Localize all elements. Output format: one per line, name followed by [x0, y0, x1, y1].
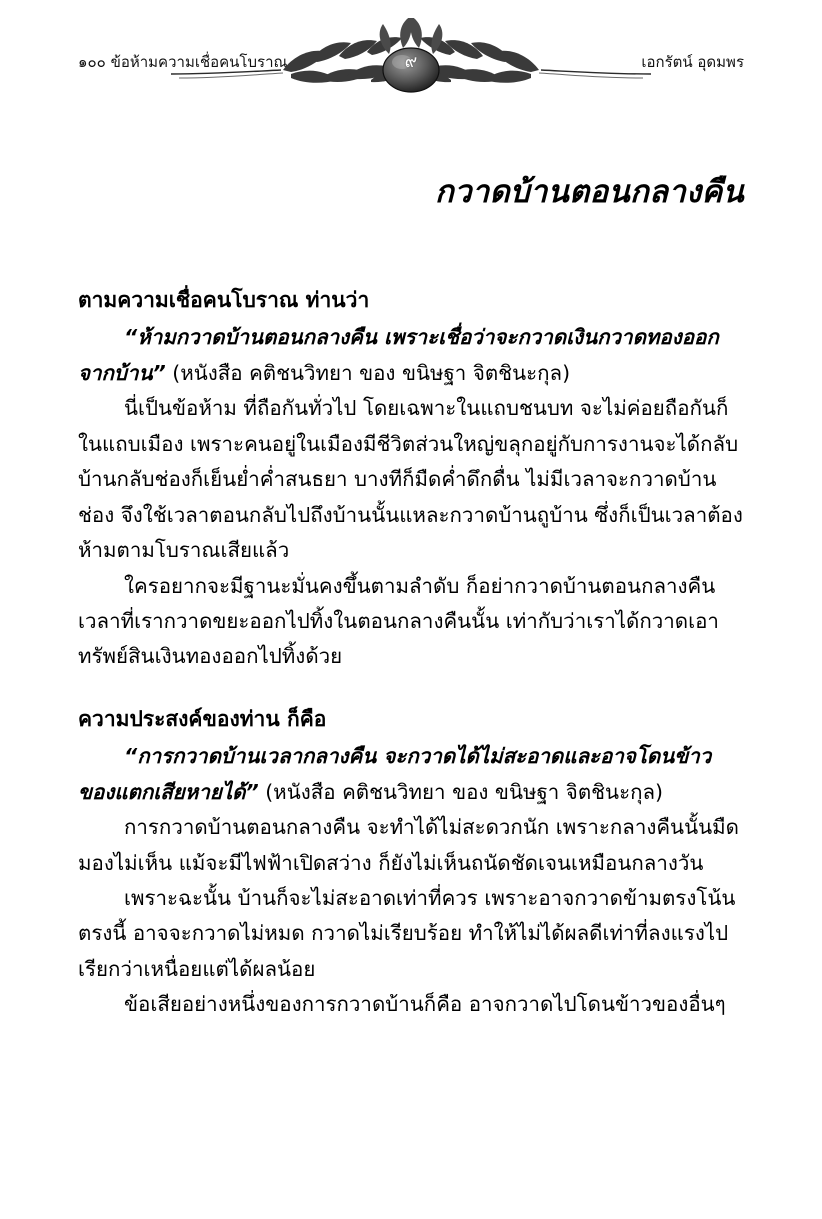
section-divider: [78, 675, 744, 701]
paragraph-1-1: นี่เป็นข้อห้าม ที่ถือกันทั่วไป โดยเฉพาะในแถบชนบท จะไม่ค่อยถือกันก็ในแถบเมือง เพราะคนอยู่ในเมืองมีชีวิตส่วนใหญ่ขลุกอยู่กับการงานจะได้กลับบ้านกลับช่องก็เย็นย่ำค่ำสนธยา บางทีก็มืดค่ำดึกดื่น ไม่มีเวลาจะกวาดบ้านช่อง จึงใช้เวลาตอนกลับไปถึงบ้านนั้นแหละกวาดบ้านถูบ้าน ซึ่งก็เป็นเวลาต้องห้ามตามโบราณเสียแล้ว: [78, 396, 743, 563]
page-number: ๙: [404, 52, 418, 72]
quote-source-2: (หนังสือ คติชนวิทยา ของ ขนิษฐา จิตชินะกุล): [258, 779, 664, 804]
paragraph-1-2: ใครอยากจะมีฐานะมั่นคงขึ้นตามลำดับ ก็อย่ากวาดบ้านตอนกลางคืน เวลาที่เรากวาดขยะออกไปทิ้งในตอนกลางคืนนั้น เท่ากับว่าเราได้กวาดเอาทรัพย์สินเงินทองออกไปทิ้งด้วย: [78, 573, 719, 669]
quote-text-2: “การกวาดบ้านเวลากลางคืน จะกวาดได้ไม่สะอาดและอาจโดนข้าวของแตกเสียหายได้”: [78, 744, 712, 804]
section-heading-2: ความประสงค์ของท่าน ก็คือ: [78, 706, 327, 731]
running-header: [78, 0, 744, 110]
body-content: [78, 282, 744, 1023]
section-quote-1: [78, 320, 744, 391]
page-title: กวาดบ้านตอนกลางคืน: [435, 174, 744, 210]
quote-source-1: (หนังสือ คติชนวิทยา ของ ขนิษฐา จิตชินะกุล): [165, 360, 571, 385]
paragraph-2-3: ข้อเสียอย่างหนึ่งของการกวาดบ้านก็คือ อาจกวาดไปโดนข้าวของอื่นๆ: [124, 992, 726, 1017]
header-book-title: ๑๐๐ ข้อห้ามความเชื่อคนโบราณ: [78, 53, 288, 71]
section-quote-2: [78, 739, 744, 810]
paragraph-2-1: การกวาดบ้านตอนกลางคืน จะทำได้ไม่สะดวกนัก เพราะกลางคืนนั้นมืดมองไม่เห็น แม้จะมีไฟฟ้าเปิดสว่าง ก็ยังไม่เห็นถนัดชัดเจนเหมือนกลางวัน: [78, 815, 739, 875]
section-heading-1: ตามความเชื่อคนโบราณ ท่านว่า: [78, 288, 370, 312]
paragraph-2-2: เพราะฉะนั้น บ้านก็จะไม่สะอาดเท่าที่ควร เพราะอาจกวาดข้ามตรงโน้นตรงนี้ อาจจะกวาดไม่หมด กวาดไม่เรียบร้อย ทำให้ไม่ได้ผลดีเท่าที่ลงแรงไป เรียกว่าเหนื่อยแต่ได้ผลน้อย: [78, 886, 736, 981]
header-author: เอกรัตน์ อุดมพร: [641, 53, 744, 71]
quote-text-1: “ห้ามกวาดบ้านตอนกลางคืน เพราะเชื่อว่าจะกวาดเงินกวาดทองออกจากบ้าน”: [78, 325, 719, 385]
